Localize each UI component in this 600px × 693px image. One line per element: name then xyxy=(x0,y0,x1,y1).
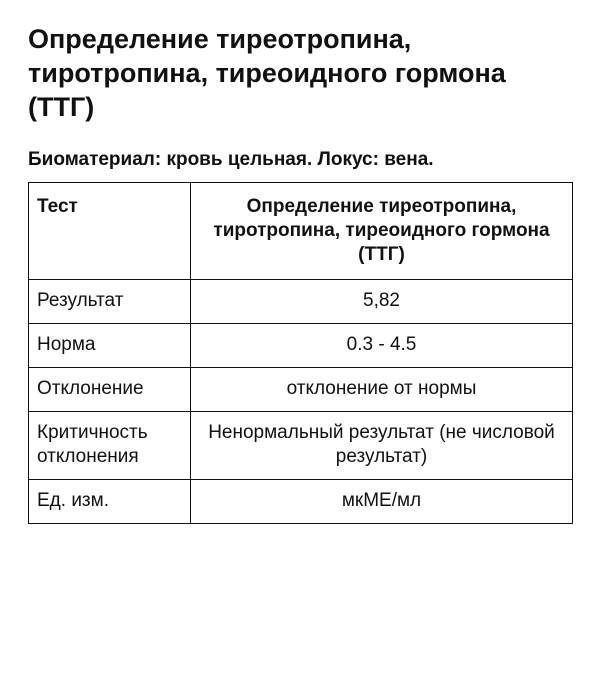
row-value-criticality: Ненормальный результат (не числовой результат) xyxy=(191,412,573,480)
table-header-row xyxy=(29,183,573,280)
results-table-body xyxy=(29,280,573,524)
results-table-head xyxy=(29,183,573,280)
row-value-deviation: отклонение от нормы xyxy=(191,368,573,412)
table-row-norm xyxy=(29,324,573,368)
row-label-deviation: Отклонение xyxy=(29,368,191,412)
row-value-result: 5,82 xyxy=(191,280,573,324)
table-row-deviation xyxy=(29,368,573,412)
results-table xyxy=(28,182,573,524)
page-title: Определение тиреотропина, тиротропина, тиреоидного гормона (ТТГ) xyxy=(28,24,506,122)
row-value-norm: 0.3 - 4.5 xyxy=(191,324,573,368)
table-row-units xyxy=(29,480,573,524)
biomaterial-subtitle: Биоматериал: кровь цельная. Локус: вена. xyxy=(28,149,434,170)
row-value-units: мкМЕ/мл xyxy=(191,480,573,524)
table-row-result xyxy=(29,280,573,324)
row-label-units: Ед. изм. xyxy=(29,480,191,524)
row-label-result: Результат xyxy=(29,280,191,324)
header-test-label: Тест xyxy=(29,183,191,280)
table-row-criticality xyxy=(29,412,573,480)
header-test-name: Определение тиреотропина, тиротропина, тиреоидного гормона (ТТГ) xyxy=(191,183,573,280)
row-label-criticality: Критичность отклонения xyxy=(29,412,191,480)
row-label-norm: Норма xyxy=(29,324,191,368)
